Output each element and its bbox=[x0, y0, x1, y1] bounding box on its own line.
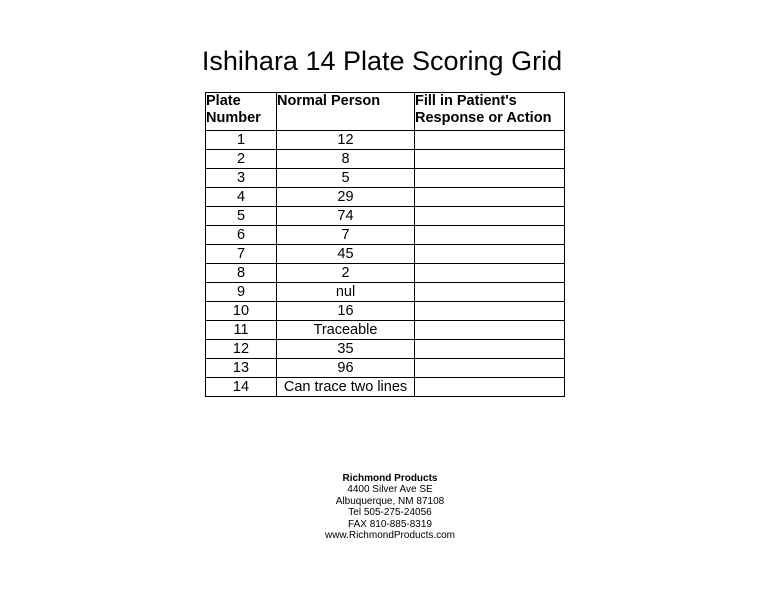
header-plate-number bbox=[206, 93, 277, 131]
cell-normal-person: 7 bbox=[277, 226, 415, 245]
table-body bbox=[206, 131, 565, 397]
cell-patient-response[interactable] bbox=[415, 169, 565, 188]
cell-plate-number: 11 bbox=[206, 321, 277, 340]
cell-plate-number: 9 bbox=[206, 283, 277, 302]
header-patient-response bbox=[415, 93, 565, 131]
footer-website: www.RichmondProducts.com bbox=[324, 530, 456, 542]
cell-plate-number: 14 bbox=[206, 378, 277, 397]
table-row bbox=[206, 131, 565, 150]
cell-normal-person: 8 bbox=[277, 150, 415, 169]
page-title: Ishihara 14 Plate Scoring Grid bbox=[201, 46, 563, 76]
cell-normal-person: 29 bbox=[277, 188, 415, 207]
cell-normal-person: nul bbox=[277, 283, 415, 302]
footer-tel: Tel 505-275-24056 bbox=[348, 507, 432, 519]
header-fill-line1: Fill in Patient's bbox=[415, 93, 517, 109]
cell-plate-number: 1 bbox=[206, 131, 277, 150]
cell-plate-number: 10 bbox=[206, 302, 277, 321]
cell-patient-response[interactable] bbox=[415, 359, 565, 378]
cell-plate-number: 5 bbox=[206, 207, 277, 226]
cell-patient-response[interactable] bbox=[415, 340, 565, 359]
footer-city: Albuquerque, NM 87108 bbox=[335, 495, 445, 507]
header-plate-line1: Plate bbox=[206, 93, 241, 109]
cell-patient-response[interactable] bbox=[415, 150, 565, 169]
cell-patient-response[interactable] bbox=[415, 188, 565, 207]
cell-plate-number: 13 bbox=[206, 359, 277, 378]
cell-plate-number: 2 bbox=[206, 150, 277, 169]
table-row bbox=[206, 226, 565, 245]
footer-fax: FAX 810-885-8319 bbox=[348, 518, 432, 530]
cell-patient-response[interactable] bbox=[415, 245, 565, 264]
table-row bbox=[206, 150, 565, 169]
cell-patient-response[interactable] bbox=[415, 378, 565, 397]
cell-plate-number: 7 bbox=[206, 245, 277, 264]
cell-normal-person: 12 bbox=[277, 131, 415, 150]
table-row bbox=[206, 283, 565, 302]
cell-patient-response[interactable] bbox=[415, 264, 565, 283]
table-row bbox=[206, 188, 565, 207]
footer-company-name: Richmond Products bbox=[342, 473, 438, 484]
table-row bbox=[206, 245, 565, 264]
footer-address: 4400 Silver Ave SE bbox=[347, 484, 433, 496]
cell-patient-response[interactable] bbox=[415, 131, 565, 150]
table-row bbox=[206, 359, 565, 378]
scoring-grid-table bbox=[205, 92, 565, 397]
table-row bbox=[206, 340, 565, 359]
cell-plate-number: 4 bbox=[206, 188, 277, 207]
cell-patient-response[interactable] bbox=[415, 302, 565, 321]
table-header-row bbox=[206, 93, 565, 131]
cell-normal-person: 16 bbox=[277, 302, 415, 321]
cell-patient-response[interactable] bbox=[415, 207, 565, 226]
cell-patient-response[interactable] bbox=[415, 226, 565, 245]
cell-normal-person: 74 bbox=[277, 207, 415, 226]
header-normal-person: Normal Person bbox=[277, 93, 415, 131]
cell-normal-person: 96 bbox=[277, 359, 415, 378]
cell-plate-number: 12 bbox=[206, 340, 277, 359]
table-row bbox=[206, 378, 565, 397]
footer-contact-block bbox=[0, 473, 768, 541]
table-row bbox=[206, 207, 565, 226]
header-fill-line2: Response or Action bbox=[415, 110, 552, 126]
cell-patient-response[interactable] bbox=[415, 321, 565, 340]
cell-normal-person: 2 bbox=[277, 264, 415, 283]
table-row bbox=[206, 264, 565, 283]
cell-plate-number: 8 bbox=[206, 264, 277, 283]
cell-normal-person: Can trace two lines bbox=[277, 378, 415, 397]
cell-normal-person: 45 bbox=[277, 245, 415, 264]
cell-normal-person: 35 bbox=[277, 340, 415, 359]
table-row bbox=[206, 169, 565, 188]
table-row bbox=[206, 321, 565, 340]
header-plate-line2: Number bbox=[206, 110, 261, 126]
cell-patient-response[interactable] bbox=[415, 283, 565, 302]
cell-plate-number: 6 bbox=[206, 226, 277, 245]
cell-normal-person: Traceable bbox=[277, 321, 415, 340]
cell-normal-person: 5 bbox=[277, 169, 415, 188]
cell-plate-number: 3 bbox=[206, 169, 277, 188]
table-row bbox=[206, 302, 565, 321]
